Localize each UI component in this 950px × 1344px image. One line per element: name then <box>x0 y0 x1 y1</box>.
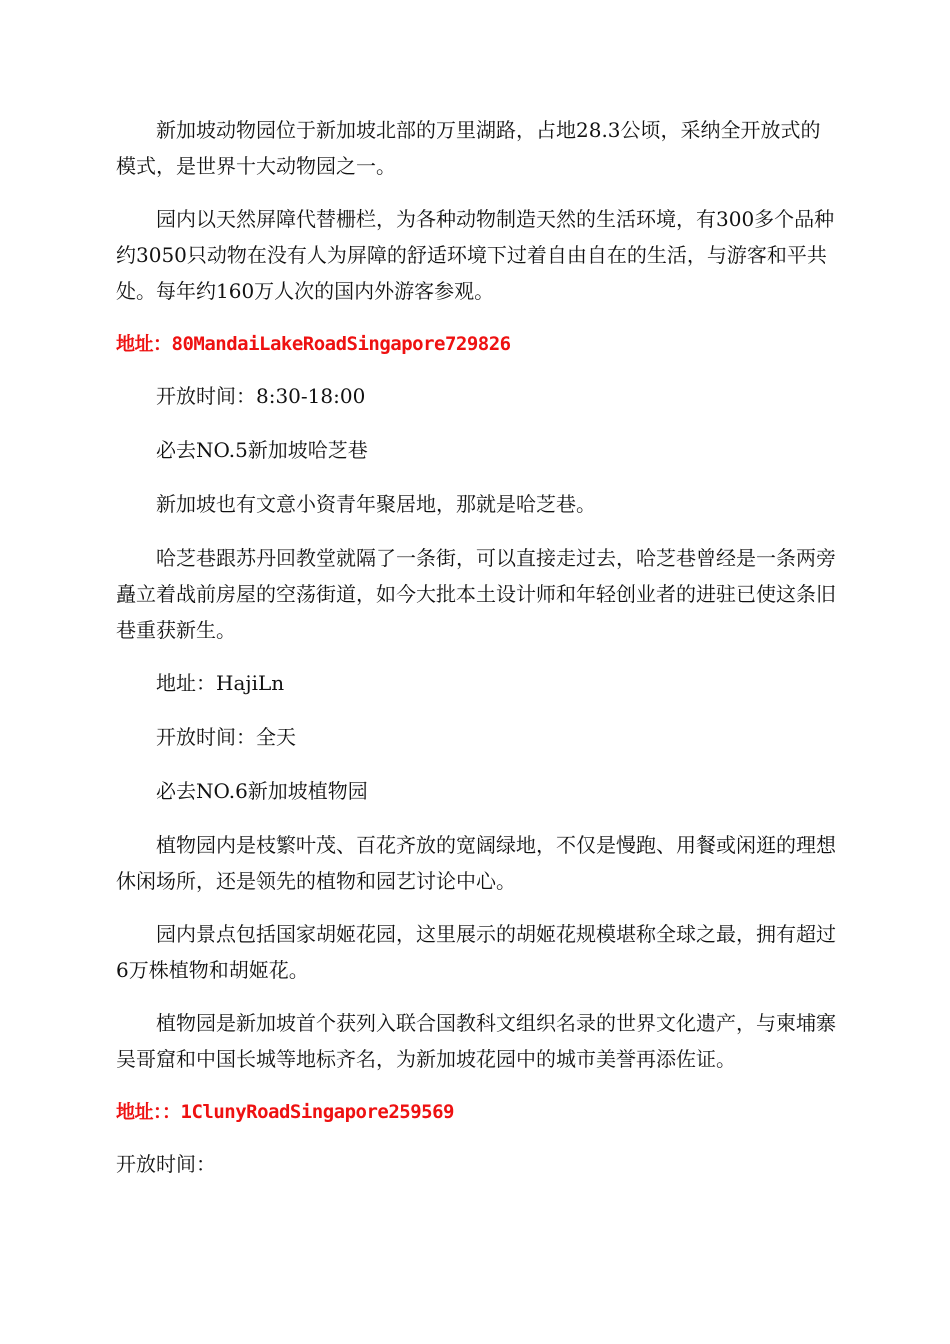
paragraph-haji-lane-intro: 新加坡也有文意小资青年聚居地，那就是哈芝巷。 <box>156 492 596 516</box>
paragraph-haji-lane-history: 哈芝巷跟苏丹回教堂就隔了一条街，可以直接走过去，哈芝巷曾经是一条两旁矗立着战前房屋的空荡街道，如今大批本土设计师和年轻创业者的进驻已使这条旧巷重获新生。 <box>116 546 836 642</box>
zoo-address: 地址：80MandaiLakeRoadSingapore729826 <box>116 333 511 355</box>
botanic-address: 地址：：1ClunyRoadSingapore259569 <box>116 1101 454 1123</box>
paragraph-world-heritage: 植物园是新加坡首个获列入联合国教科文组织名录的世界文化遗产，与柬埔寨吴哥窟和中国长城等地标齐名，为新加坡花园中的城市美誉再添佐证。 <box>116 1011 836 1071</box>
document-body <box>116 112 836 1199</box>
zoo-opening-hours: 开放时间：8:30-18:00 <box>156 384 366 408</box>
paragraph-zoo-intro: 新加坡动物园位于新加坡北部的万里湖路，占地28.3公顷，采纳全开放式的模式，是世界十大动物园之一。 <box>116 118 821 178</box>
paragraph-orchid-garden: 园内景点包括国家胡姬花园，这里展示的胡姬花规模堪称全球之最，拥有超过6万株植物和胡姬花。 <box>116 922 836 982</box>
paragraph-botanic-intro: 植物园内是枝繁叶茂、百花齐放的宽阔绿地，不仅是慢跑、用餐或闲逛的理想休闲场所，还是领先的植物和园艺讨论中心。 <box>116 833 836 893</box>
botanic-opening-hours: 开放时间： <box>116 1152 216 1176</box>
heading-haji-lane: 必去NO.5新加坡哈芝巷 <box>156 438 368 462</box>
haji-lane-address: 地址：HajiLn <box>156 671 285 695</box>
heading-botanic-gardens: 必去NO.6新加坡植物园 <box>156 779 368 803</box>
paragraph-zoo-environment: 园内以天然屏障代替栅栏，为各种动物制造天然的生活环境，有300多个品种约3050只动物在没有人为屏障的舒适环境下过着自由自在的生活，与游客和平共处。每年约160万人次的国内外游客参观。 <box>116 207 835 303</box>
haji-lane-opening-hours: 开放时间：全天 <box>156 725 296 749</box>
